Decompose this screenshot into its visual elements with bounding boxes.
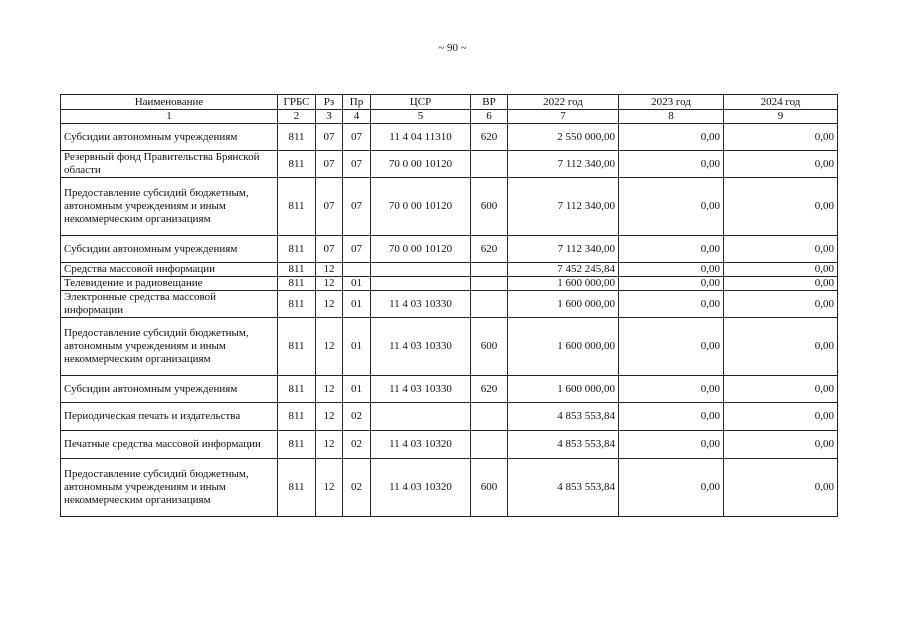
csr-cell: 11 4 03 10330 [371, 318, 471, 376]
row-name-cell: Предоставление субсидий бюджетным, автономным учреждениям и иным некоммерческим организациям [61, 459, 278, 517]
amount-2022-cell: 7 112 340,00 [508, 236, 619, 263]
row-name-cell: Предоставление субсидий бюджетным, автономным учреждениям и иным некоммерческим организациям [61, 318, 278, 376]
row-name-cell: Средства массовой информации [61, 263, 278, 277]
header-rz: Рз [316, 95, 343, 110]
csr-cell: 11 4 04 11310 [371, 124, 471, 151]
amount-2024-cell: 0,00 [724, 318, 838, 376]
csr-cell: 11 4 03 10320 [371, 459, 471, 517]
amount-2022-cell: 1 600 000,00 [508, 277, 619, 291]
column-number: 7 [508, 110, 619, 124]
header-vr: ВР [471, 95, 508, 110]
row-name-cell: Предоставление субсидий бюджетным, автономным учреждениям и иным некоммерческим организациям [61, 178, 278, 236]
amount-2022-cell: 1 600 000,00 [508, 318, 619, 376]
column-number: 8 [619, 110, 724, 124]
column-number: 6 [471, 110, 508, 124]
csr-cell: 70 0 00 10120 [371, 151, 471, 178]
grbs-cell: 811 [278, 178, 316, 236]
row-name-cell: Резервный фонд Правительства Брянской области [61, 151, 278, 178]
column-number: 9 [724, 110, 838, 124]
pr-cell: 01 [343, 318, 371, 376]
csr-cell [371, 263, 471, 277]
grbs-cell: 811 [278, 431, 316, 459]
header-2022: 2022 год [508, 95, 619, 110]
csr-cell [371, 277, 471, 291]
rz-cell: 12 [316, 376, 343, 403]
amount-2022-cell: 4 853 553,84 [508, 431, 619, 459]
table-row [61, 431, 838, 459]
amount-2024-cell: 0,00 [724, 236, 838, 263]
header-pr: Пр [343, 95, 371, 110]
grbs-cell: 811 [278, 124, 316, 151]
amount-2022-cell: 7 112 340,00 [508, 178, 619, 236]
rz-cell: 12 [316, 318, 343, 376]
amount-2023-cell: 0,00 [619, 459, 724, 517]
grbs-cell: 811 [278, 403, 316, 431]
table-row [61, 277, 838, 291]
table-row [61, 318, 838, 376]
csr-cell: 70 0 00 10120 [371, 236, 471, 263]
vr-cell: 620 [471, 236, 508, 263]
vr-cell: 600 [471, 178, 508, 236]
amount-2023-cell: 0,00 [619, 124, 724, 151]
pr-cell: 02 [343, 403, 371, 431]
amount-2024-cell: 0,00 [724, 277, 838, 291]
pr-cell: 01 [343, 291, 371, 318]
header-name: Наименование [61, 95, 278, 110]
amount-2024-cell: 0,00 [724, 124, 838, 151]
vr-cell [471, 277, 508, 291]
row-name-cell: Субсидии автономным учреждениям [61, 124, 278, 151]
grbs-cell: 811 [278, 236, 316, 263]
table-row [61, 459, 838, 517]
amount-2023-cell: 0,00 [619, 291, 724, 318]
table-row [61, 263, 838, 277]
amount-2024-cell: 0,00 [724, 151, 838, 178]
amount-2023-cell: 0,00 [619, 403, 724, 431]
csr-cell: 70 0 00 10120 [371, 178, 471, 236]
csr-cell: 11 4 03 10330 [371, 376, 471, 403]
vr-cell [471, 151, 508, 178]
row-name-cell: Периодическая печать и издательства [61, 403, 278, 431]
table-row [61, 291, 838, 318]
rz-cell: 07 [316, 236, 343, 263]
table-row [61, 376, 838, 403]
column-number: 1 [61, 110, 278, 124]
rz-cell: 12 [316, 459, 343, 517]
table-row [61, 403, 838, 431]
amount-2022-cell: 4 853 553,84 [508, 403, 619, 431]
pr-cell: 07 [343, 178, 371, 236]
pr-cell [343, 263, 371, 277]
row-name-cell: Субсидии автономным учреждениям [61, 236, 278, 263]
pr-cell: 02 [343, 459, 371, 517]
amount-2024-cell: 0,00 [724, 376, 838, 403]
grbs-cell: 811 [278, 318, 316, 376]
rz-cell: 12 [316, 291, 343, 318]
amount-2023-cell: 0,00 [619, 376, 724, 403]
amount-2024-cell: 0,00 [724, 291, 838, 318]
column-number-row [61, 110, 838, 124]
budget-table [60, 94, 838, 517]
amount-2022-cell: 4 853 553,84 [508, 459, 619, 517]
pr-cell: 07 [343, 124, 371, 151]
amount-2023-cell: 0,00 [619, 151, 724, 178]
rz-cell: 12 [316, 263, 343, 277]
header-grbs: ГРБС [278, 95, 316, 110]
amount-2023-cell: 0,00 [619, 236, 724, 263]
amount-2023-cell: 0,00 [619, 178, 724, 236]
header-2023: 2023 год [619, 95, 724, 110]
amount-2024-cell: 0,00 [724, 431, 838, 459]
vr-cell [471, 291, 508, 318]
amount-2024-cell: 0,00 [724, 403, 838, 431]
row-name-cell: Субсидии автономным учреждениям [61, 376, 278, 403]
pr-cell: 01 [343, 277, 371, 291]
amount-2022-cell: 7 112 340,00 [508, 151, 619, 178]
vr-cell [471, 263, 508, 277]
csr-cell [371, 403, 471, 431]
vr-cell: 620 [471, 124, 508, 151]
vr-cell: 620 [471, 376, 508, 403]
table-row [61, 151, 838, 178]
table-row [61, 236, 838, 263]
grbs-cell: 811 [278, 277, 316, 291]
page-number: ~ 90 ~ [438, 42, 467, 54]
amount-2022-cell: 1 600 000,00 [508, 376, 619, 403]
vr-cell [471, 403, 508, 431]
amount-2023-cell: 0,00 [619, 263, 724, 277]
grbs-cell: 811 [278, 376, 316, 403]
amount-2023-cell: 0,00 [619, 318, 724, 376]
csr-cell: 11 4 03 10330 [371, 291, 471, 318]
rz-cell: 12 [316, 277, 343, 291]
column-number: 3 [316, 110, 343, 124]
grbs-cell: 811 [278, 263, 316, 277]
header-row [61, 95, 838, 110]
amount-2022-cell: 2 550 000,00 [508, 124, 619, 151]
column-number: 4 [343, 110, 371, 124]
pr-cell: 07 [343, 236, 371, 263]
amount-2023-cell: 0,00 [619, 277, 724, 291]
grbs-cell: 811 [278, 459, 316, 517]
header-2024: 2024 год [724, 95, 838, 110]
pr-cell: 07 [343, 151, 371, 178]
pr-cell: 01 [343, 376, 371, 403]
csr-cell: 11 4 03 10320 [371, 431, 471, 459]
row-name-cell: Телевидение и радиовещание [61, 277, 278, 291]
column-number: 5 [371, 110, 471, 124]
amount-2024-cell: 0,00 [724, 178, 838, 236]
amount-2024-cell: 0,00 [724, 459, 838, 517]
vr-cell: 600 [471, 459, 508, 517]
amount-2023-cell: 0,00 [619, 431, 724, 459]
rz-cell: 07 [316, 178, 343, 236]
rz-cell: 07 [316, 124, 343, 151]
rz-cell: 12 [316, 403, 343, 431]
row-name-cell: Электронные средства массовой информации [61, 291, 278, 318]
amount-2022-cell: 7 452 245,84 [508, 263, 619, 277]
vr-cell [471, 431, 508, 459]
grbs-cell: 811 [278, 151, 316, 178]
header-csr: ЦСР [371, 95, 471, 110]
vr-cell: 600 [471, 318, 508, 376]
rz-cell: 12 [316, 431, 343, 459]
pr-cell: 02 [343, 431, 371, 459]
row-name-cell: Печатные средства массовой информации [61, 431, 278, 459]
column-number: 2 [278, 110, 316, 124]
table-row [61, 178, 838, 236]
grbs-cell: 811 [278, 291, 316, 318]
table-row [61, 124, 838, 151]
rz-cell: 07 [316, 151, 343, 178]
amount-2024-cell: 0,00 [724, 263, 838, 277]
amount-2022-cell: 1 600 000,00 [508, 291, 619, 318]
